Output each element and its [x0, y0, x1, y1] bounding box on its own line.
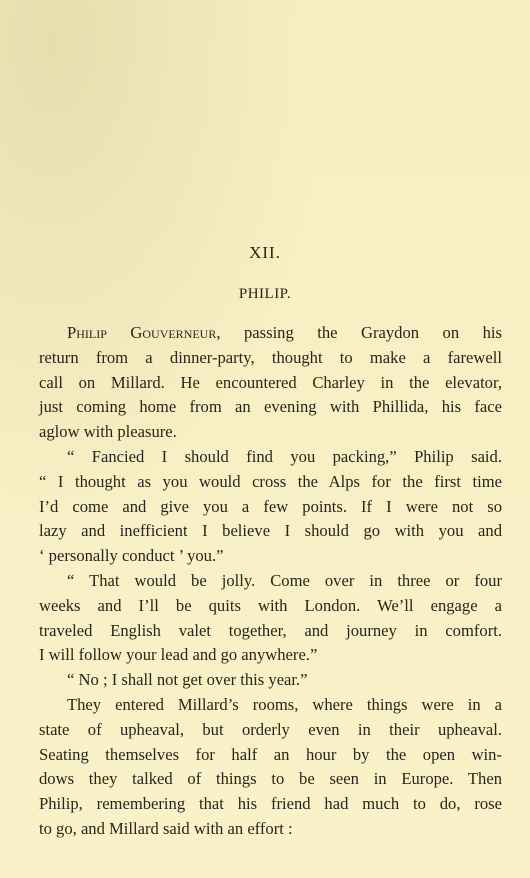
chapter-title: PHILIP.: [238, 286, 292, 302]
text-line: lazy and inefficient I believe I should go with you and: [39, 521, 502, 541]
text-line: “ I thought as you would cross the Alps for the first time: [39, 471, 502, 491]
text-line: Seating themselves for half an hour by the open win-: [39, 744, 502, 764]
text-line: return from a dinner-party, thought to make a farewell: [39, 347, 502, 367]
text-line: weeks and I’ll be quits with London. We’ll engage a: [39, 595, 502, 615]
text-line: dows they talked of things to be seen in Europe. Then: [39, 769, 502, 789]
text-line: aglow with pleasure.: [39, 422, 177, 442]
text-line: Philip, remembering that his friend had much to do, rose: [39, 794, 502, 814]
text-line: “ That would be jolly. Come over in three or four: [67, 570, 502, 590]
chapter-number: XII.: [249, 243, 281, 262]
text-line: to go, and Millard said with an effort :: [39, 818, 293, 838]
text-line: I’d come and give you a few points. If I were not so: [39, 496, 502, 516]
text-line: ‘ personally conduct ’ you.”: [39, 546, 224, 566]
text-line: They entered Millard’s rooms, where things were in a: [67, 694, 502, 714]
text-line: call on Millard. He encountered Charley in the elevator,: [39, 372, 502, 392]
text-line-content: , passing the Graydon on his: [216, 323, 502, 342]
text-line: I will follow your lead and go anywhere.”: [39, 645, 318, 665]
text-line: state of upheaval, but orderly even in their upheaval.: [39, 719, 502, 739]
text-line: just coming home from an evening with Phillida, his face: [39, 397, 502, 417]
text-line: [39, 321, 502, 346]
body-text: [39, 321, 502, 842]
text-line: “ No ; I shall not get over this year.”: [67, 670, 308, 690]
name-smallcaps: Philip Gouverneur: [67, 323, 217, 342]
text-line: “ Fancied I should find you packing,” Philip said.: [67, 446, 502, 466]
text-line: traveled English valet together, and journey in comfort.: [39, 620, 502, 640]
